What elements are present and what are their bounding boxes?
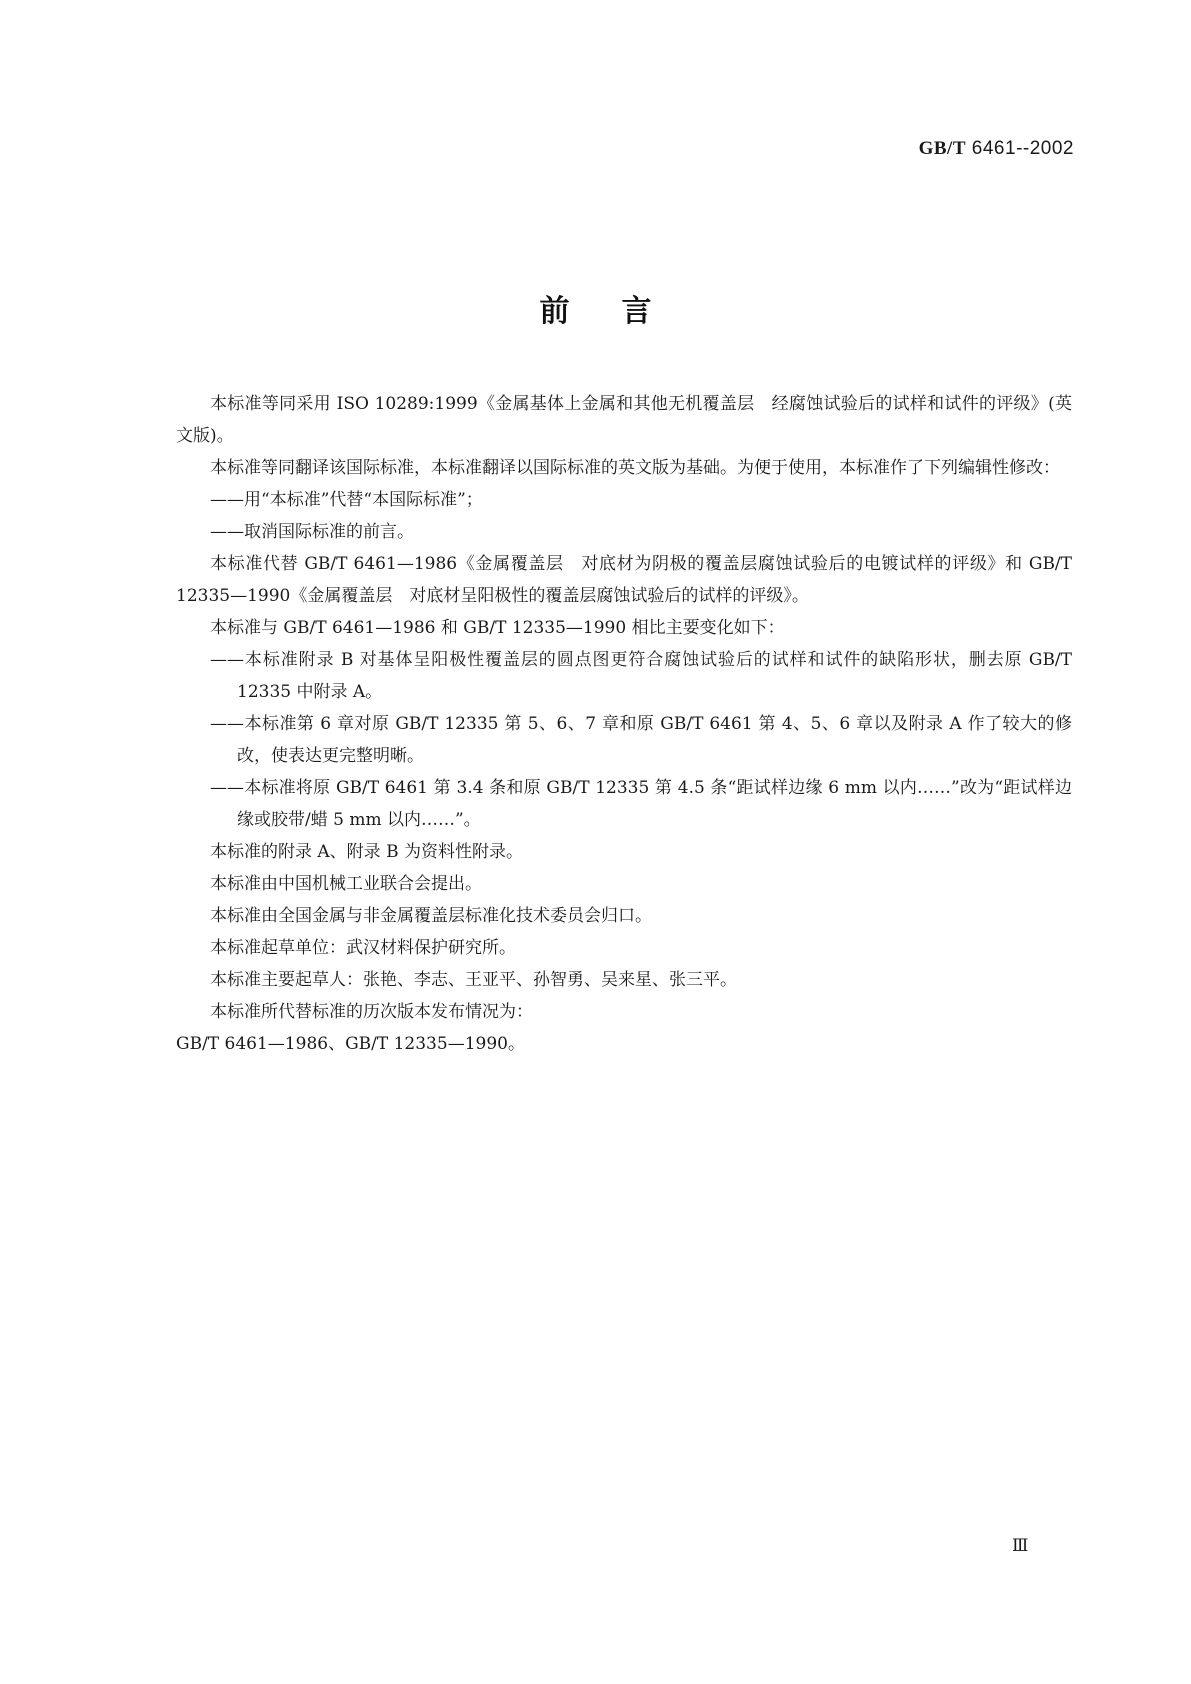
standard-code-suffix: 6461--2002: [971, 138, 1074, 159]
paragraph-history: GB/T 6461—1986、GB/T 12335—1990。: [176, 1034, 525, 1054]
page-number: Ⅲ: [1012, 1536, 1029, 1555]
paragraph-proposer: 本标准由中国机械工业联合会提出。: [210, 874, 482, 894]
list-item: ——用“本标准”代替“本国际标准”；: [210, 490, 483, 510]
list-item: ——取消国际标准的前言。: [210, 522, 414, 542]
paragraph-drafting-unit: 本标准起草单位：武汉材料保护研究所。: [210, 938, 516, 958]
paragraph-committee: 本标准由全国金属与非金属覆盖层标准化技术委员会归口。: [210, 906, 652, 926]
paragraph-annexes: 本标准的附录 A、附录 B 为资料性附录。: [210, 842, 523, 862]
paragraph-translation: 本标准等同翻译该国际标准，本标准翻译以国际标准的英文版为基础。为便于使用，本标准作了下列编辑性修改：: [210, 458, 1060, 478]
standard-code-prefix: GB/T: [918, 138, 967, 159]
paragraph-adoption: 本标准等同采用 ISO 10289:1999《金属基体上金属和其他无机覆盖层 经腐蚀试验后的试样和试件的评级》(英文版)。: [176, 394, 1072, 446]
list-item: ——本标准将原 GB/T 6461 第 3.4 条和原 GB/T 12335 第 4.5 条“距试样边缘 6 mm 以内……”改为“距试样边缘或胶带/蜡 5 mm 以内……”。: [210, 778, 1072, 830]
foreword-body: [176, 388, 1072, 1060]
paragraph-history-intro: 本标准所代替标准的历次版本发布情况为：: [210, 1002, 533, 1022]
paragraph-drafters: 本标准主要起草人：张艳、李志、王亚平、孙智勇、吴来星、张三平。: [210, 970, 737, 990]
standard-code: [919, 138, 1074, 160]
list-item: ——本标准附录 B 对基体呈阳极性覆盖层的圆点图更符合腐蚀试验后的试样和试件的缺陷形状，删去原 GB/T 12335 中附录 A。: [210, 650, 1072, 702]
list-item: ——本标准第 6 章对原 GB/T 12335 第 5、6、7 章和原 GB/T 6461 第 4、5、6 章以及附录 A 作了较大的修改，使表达更完整明晰。: [210, 714, 1072, 766]
page-title: 前言: [539, 294, 704, 329]
paragraph-replaces: 本标准代替 GB/T 6461—1986《金属覆盖层 对底材为阴极的覆盖层腐蚀试验后的电镀试样的评级》和 GB/T 12335—1990《金属覆盖层 对底材呈阳极性的覆盖层腐蚀试验后的试样的评级》。: [176, 554, 1072, 606]
paragraph-changes-intro: 本标准与 GB/T 6461—1986 和 GB/T 12335—1990 相比主要变化如下：: [210, 618, 785, 638]
